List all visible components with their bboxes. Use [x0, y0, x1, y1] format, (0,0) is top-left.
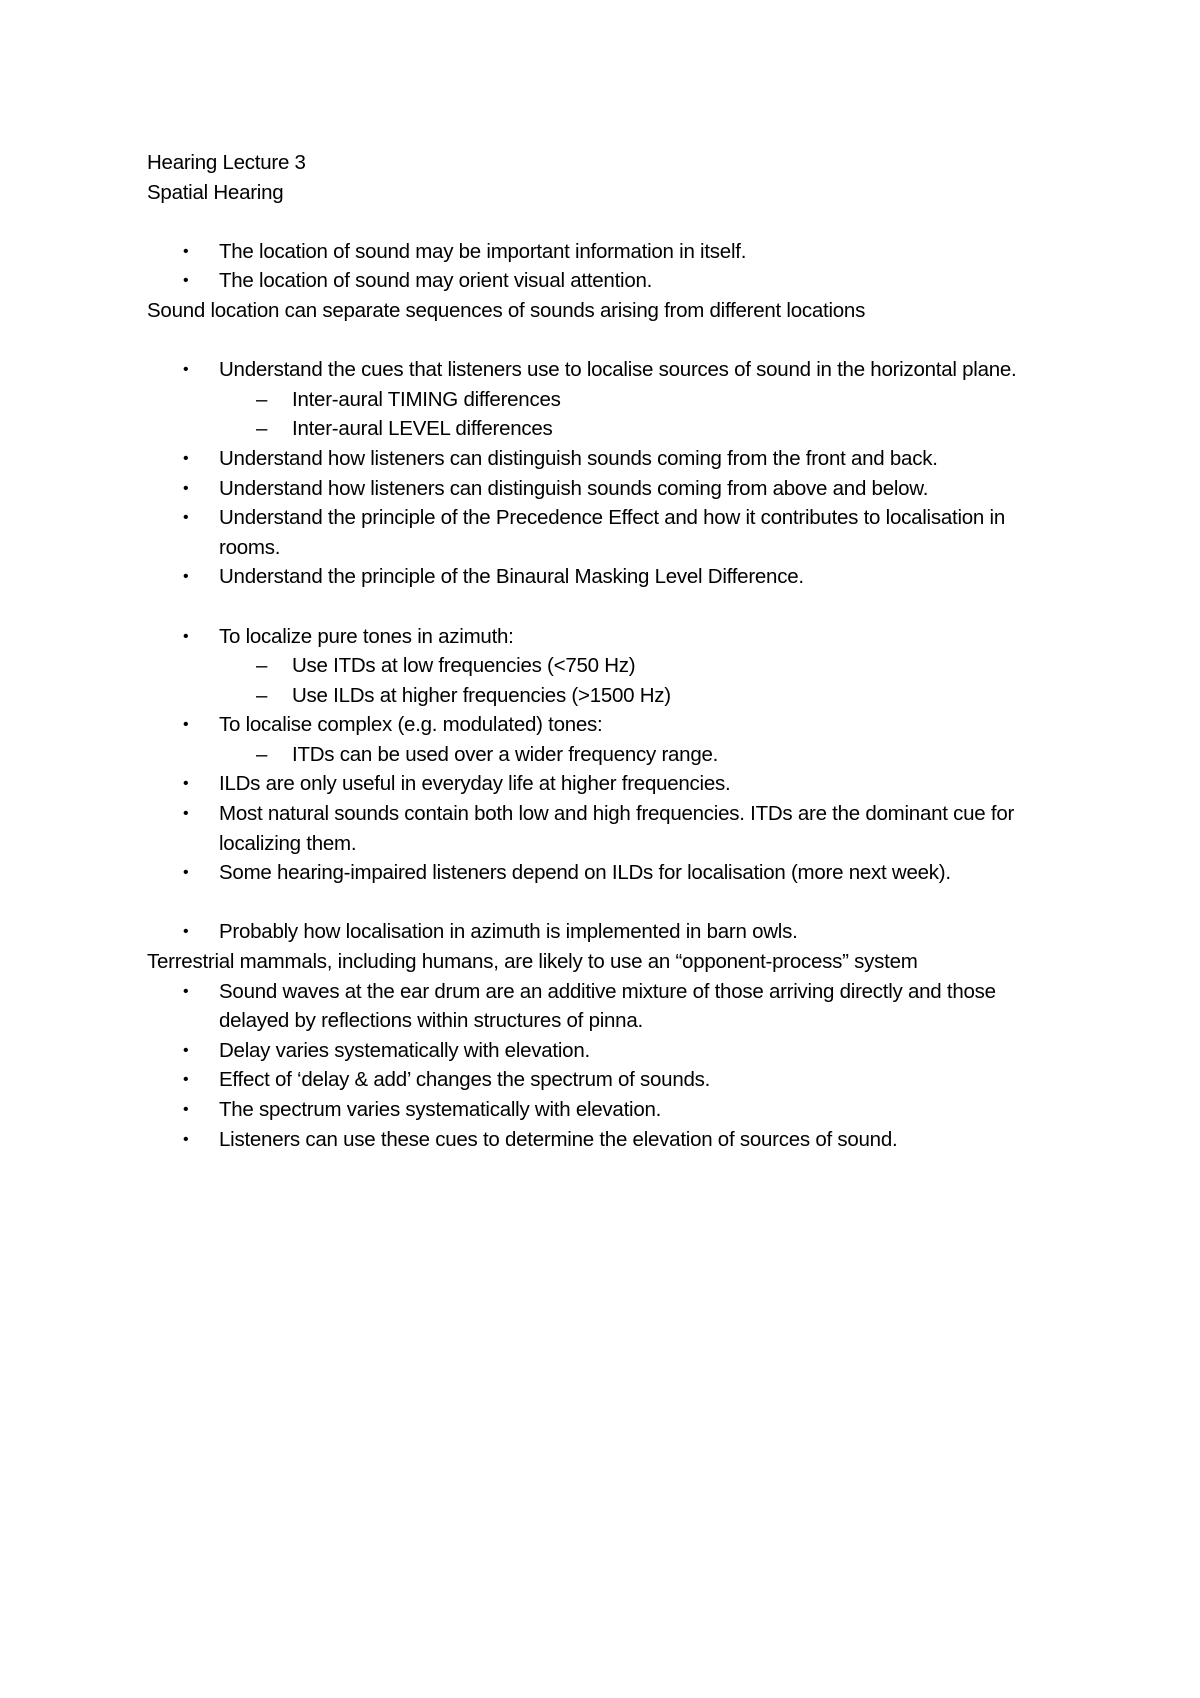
- sub-bullet-item: – Inter-aural TIMING differences: [147, 385, 1067, 415]
- bullet-item: • Probably how localisation in azimuth is implemented in barn owls.: [147, 917, 1067, 947]
- bullet-item: • The location of sound may be important information in itself.: [147, 237, 1067, 267]
- spacer: [147, 592, 1067, 622]
- sub-bullet-item: – Inter-aural LEVEL differences: [147, 414, 1067, 444]
- bullet-item: • Understand the principle of the Precedence Effect and how it contributes to localisation in rooms.: [147, 503, 1067, 562]
- sub-bullet-item: – ITDs can be used over a wider frequency range.: [147, 740, 1067, 770]
- bullet-item: • Listeners can use these cues to determine the elevation of sources of sound.: [147, 1125, 1067, 1155]
- bullet-item: • To localise complex (e.g. modulated) tones:: [147, 710, 1067, 740]
- spacer: [147, 207, 1067, 237]
- sub-bullet-item: – Use ILDs at higher frequencies (>1500 Hz): [147, 681, 1067, 711]
- bullet-item: • Most natural sounds contain both low and high frequencies. ITDs are the dominant cue for localizing them.: [147, 799, 1067, 858]
- document-title: Hearing Lecture 3: [147, 151, 306, 174]
- bullet-item: • The spectrum varies systematically with elevation.: [147, 1095, 1067, 1125]
- sub-bullet-item: – Use ITDs at low frequencies (<750 Hz): [147, 651, 1067, 681]
- bullet-item: • ILDs are only useful in everyday life at higher frequencies.: [147, 769, 1067, 799]
- bullet-item: • Some hearing-impaired listeners depend on ILDs for localisation (more next week).: [147, 858, 1067, 888]
- bullet-item: • Delay varies systematically with elevation.: [147, 1036, 1067, 1066]
- bullet-item: • Understand how listeners can distinguish sounds coming from the front and back.: [147, 444, 1067, 474]
- paragraph: Sound location can separate sequences of sounds arising from different locations: [147, 298, 866, 322]
- bullet-item: • Effect of ‘delay & add’ changes the spectrum of sounds.: [147, 1065, 1067, 1095]
- document-page: [147, 148, 1067, 1154]
- bullet-item: • Understand the principle of the Binaural Masking Level Difference.: [147, 562, 1067, 592]
- paragraph: Terrestrial mammals, including humans, are likely to use an “opponent-process” system: [147, 950, 918, 974]
- document-subtitle: Spatial Hearing: [147, 180, 284, 204]
- bullet-item: • Understand how listeners can distinguish sounds coming from above and below.: [147, 474, 1067, 504]
- spacer: [147, 326, 1067, 356]
- spacer: [147, 888, 1067, 918]
- bullet-item: • To localize pure tones in azimuth:: [147, 622, 1067, 652]
- bullet-item: • Sound waves at the ear drum are an additive mixture of those arriving directly and those delayed by reflections within structures of pinna.: [147, 977, 1067, 1036]
- bullet-item: • The location of sound may orient visual attention.: [147, 266, 1067, 296]
- bullet-item: • Understand the cues that listeners use to localise sources of sound in the horizontal plane.: [147, 355, 1067, 385]
